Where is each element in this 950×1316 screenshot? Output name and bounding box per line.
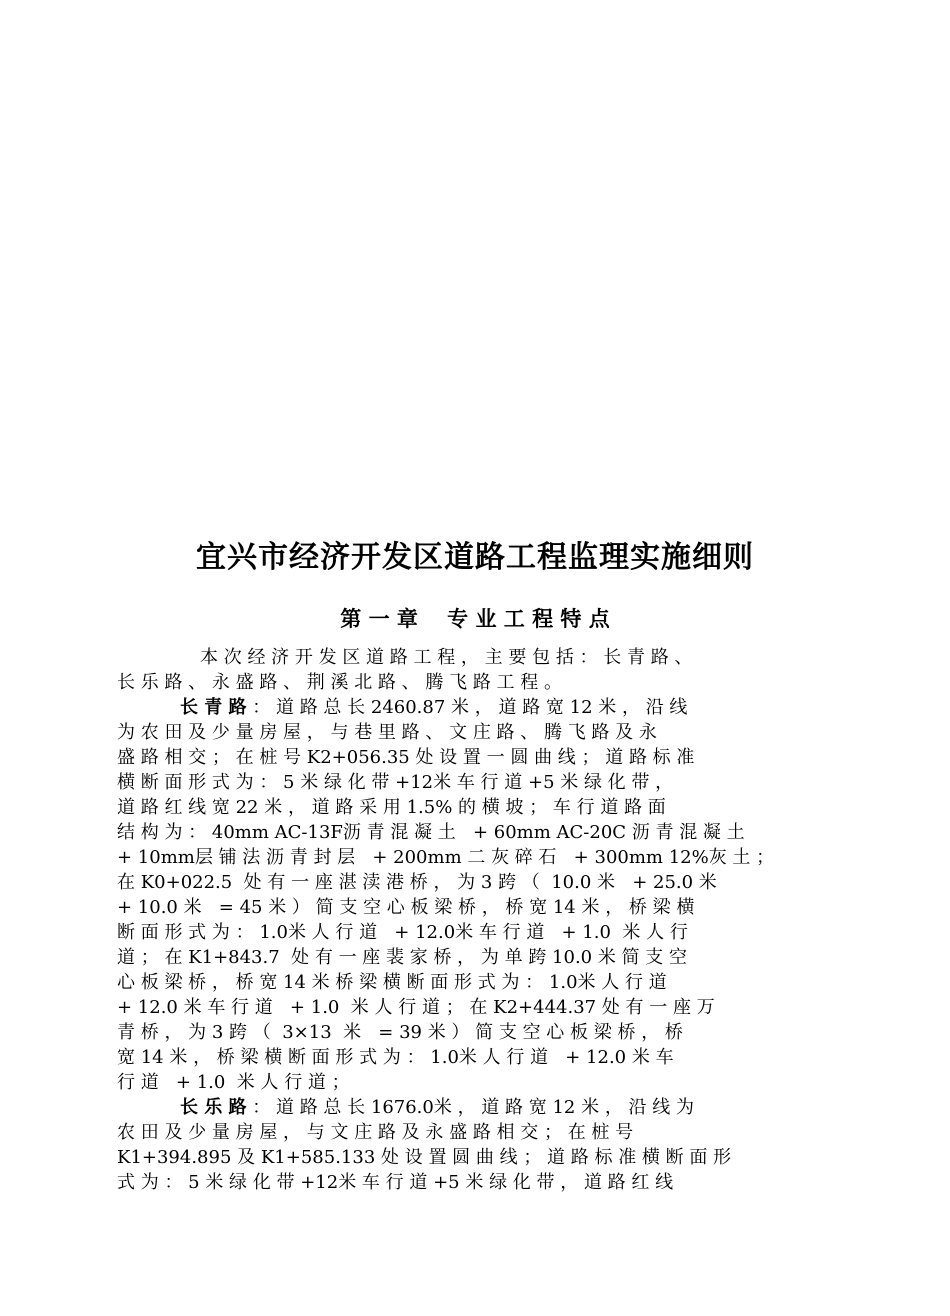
text-line	[117, 895, 694, 920]
text-line	[117, 1070, 350, 1095]
road-name-label: 长 青 路	[180, 697, 247, 718]
line-text: 本 次 经 济 开 发 区 道 路 工 程 ， 主 要 包 括 ： 长 青 路 、	[200, 647, 693, 668]
text-line	[117, 845, 774, 870]
line-text: 盛 路 相 交 ； 在 桩 号 K2+056.35 处 设 置 一 圆 曲 线 ； 道 路 标 准	[117, 747, 695, 768]
line-text: + 12.0 米 车 行 道 + 1.0 米 人 行 道 ； 在 K2+444.37 处 有 一 座 万	[117, 997, 715, 1018]
road-name-label: 长 乐 路	[180, 1097, 247, 1118]
text-line	[117, 920, 688, 945]
text-line	[180, 695, 687, 720]
text-line	[117, 745, 694, 770]
text-line	[117, 795, 666, 820]
line-text: 道 路 红 线 宽 22 米 ， 道 路 采 用 1.5% 的 横 坡 ； 车 行 道 路 面	[117, 797, 666, 818]
text-line	[117, 970, 667, 995]
line-text: 行 道 + 1.0 米 人 行 道 ；	[117, 1072, 350, 1093]
text-line	[180, 1095, 694, 1120]
line-text: 农 田 及 少 量 房 屋 ， 与 文 庄 路 及 永 盛 路 相 交 ； 在 桩 号	[117, 1122, 634, 1143]
text-line	[200, 645, 692, 670]
line-text: 为 农 田 及 少 量 房 屋 ， 与 巷 里 路 、 文 庄 路 、 腾 飞 路 及 永	[117, 722, 657, 743]
text-line	[117, 1120, 633, 1145]
chapter-heading: 第 一 章 专 业 工 程 特 点	[340, 607, 610, 631]
line-text: 断 面 形 式 为 ： 1.0米 人 行 道 + 12.0米 车 行 道 + 1.0 米 人 行	[117, 922, 688, 943]
line-text: 宽 14 米 ， 桥 梁 横 断 面 形 式 为 ： 1.0米 人 行 道 + 12.0 米 车	[117, 1047, 674, 1068]
line-text: 道 ； 在 K1+843.7 处 有 一 座 裴 家 桥 ， 为 单 跨 10.0 米 简 支 空	[117, 947, 688, 968]
line-text: K1+394.895 及 K1+585.133 处 设 置 圆 曲 线 ； 道 路 标 准 横 断 面 形	[117, 1147, 732, 1168]
text-line	[117, 1020, 683, 1045]
text-line	[117, 770, 673, 795]
line-text: 横 断 面 形 式 为 ： 5 米 绿 化 带 +12米 车 行 道 +5 米 绿 化 带 ，	[117, 772, 674, 793]
line-text: ： 道 路 总 长 1676.0米 ， 道 路 宽 12 米 ， 沿 线 为	[246, 1097, 694, 1118]
text-line	[117, 945, 687, 970]
line-text: ： 道 路 总 长 2460.87 米 ， 道 路 宽 12 米 ， 沿 线	[246, 697, 688, 718]
line-text: 长 乐 路 、 永 盛 路 、 荆 溪 北 路 、 腾 飞 路 工 程 。	[117, 672, 562, 693]
line-text: 心 板 梁 桥 ， 桥 宽 14 米 桥 梁 横 断 面 形 式 为 ： 1.0米 人 行 道	[117, 972, 667, 993]
line-text: + 10mm层 铺 法 沥 青 封 层 + 200mm 二 灰 碎 石 + 300mm 12%灰 土 ；	[117, 847, 775, 868]
text-line	[117, 820, 745, 845]
document-title: 宜兴市经济开发区道路工程监理实施细则	[196, 540, 754, 575]
line-text: 在 K0+022.5 处 有 一 座 湛 渎 港 桥 ， 为 3 跨 （ 10.0 米 + 25.0 米	[117, 872, 717, 893]
text-line	[117, 1045, 674, 1070]
text-line	[117, 870, 717, 895]
line-text: 式 为 ： 5 米 绿 化 带 +12米 车 行 道 +5 米 绿 化 带 ， 道 路 红 线	[117, 1172, 674, 1193]
line-text: 结 构 为 ： 40mm AC-13F沥 青 混 凝 土 + 60mm AC-20C 沥 青 混 凝 土	[117, 822, 745, 843]
line-text: + 10.0 米 = 45 米 ） 简 支 空 心 板 梁 桥 ， 桥 宽 14 米 ， 桥 梁 横	[117, 897, 695, 918]
text-line	[117, 995, 715, 1020]
line-text: 青 桥 ， 为 3 跨 （ 3×13 米 = 39 米 ） 简 支 空 心 板 梁 桥 ， 桥	[117, 1022, 683, 1043]
text-line	[117, 1145, 731, 1170]
text-line	[117, 720, 657, 745]
text-line	[117, 1170, 673, 1195]
text-line	[117, 670, 562, 695]
